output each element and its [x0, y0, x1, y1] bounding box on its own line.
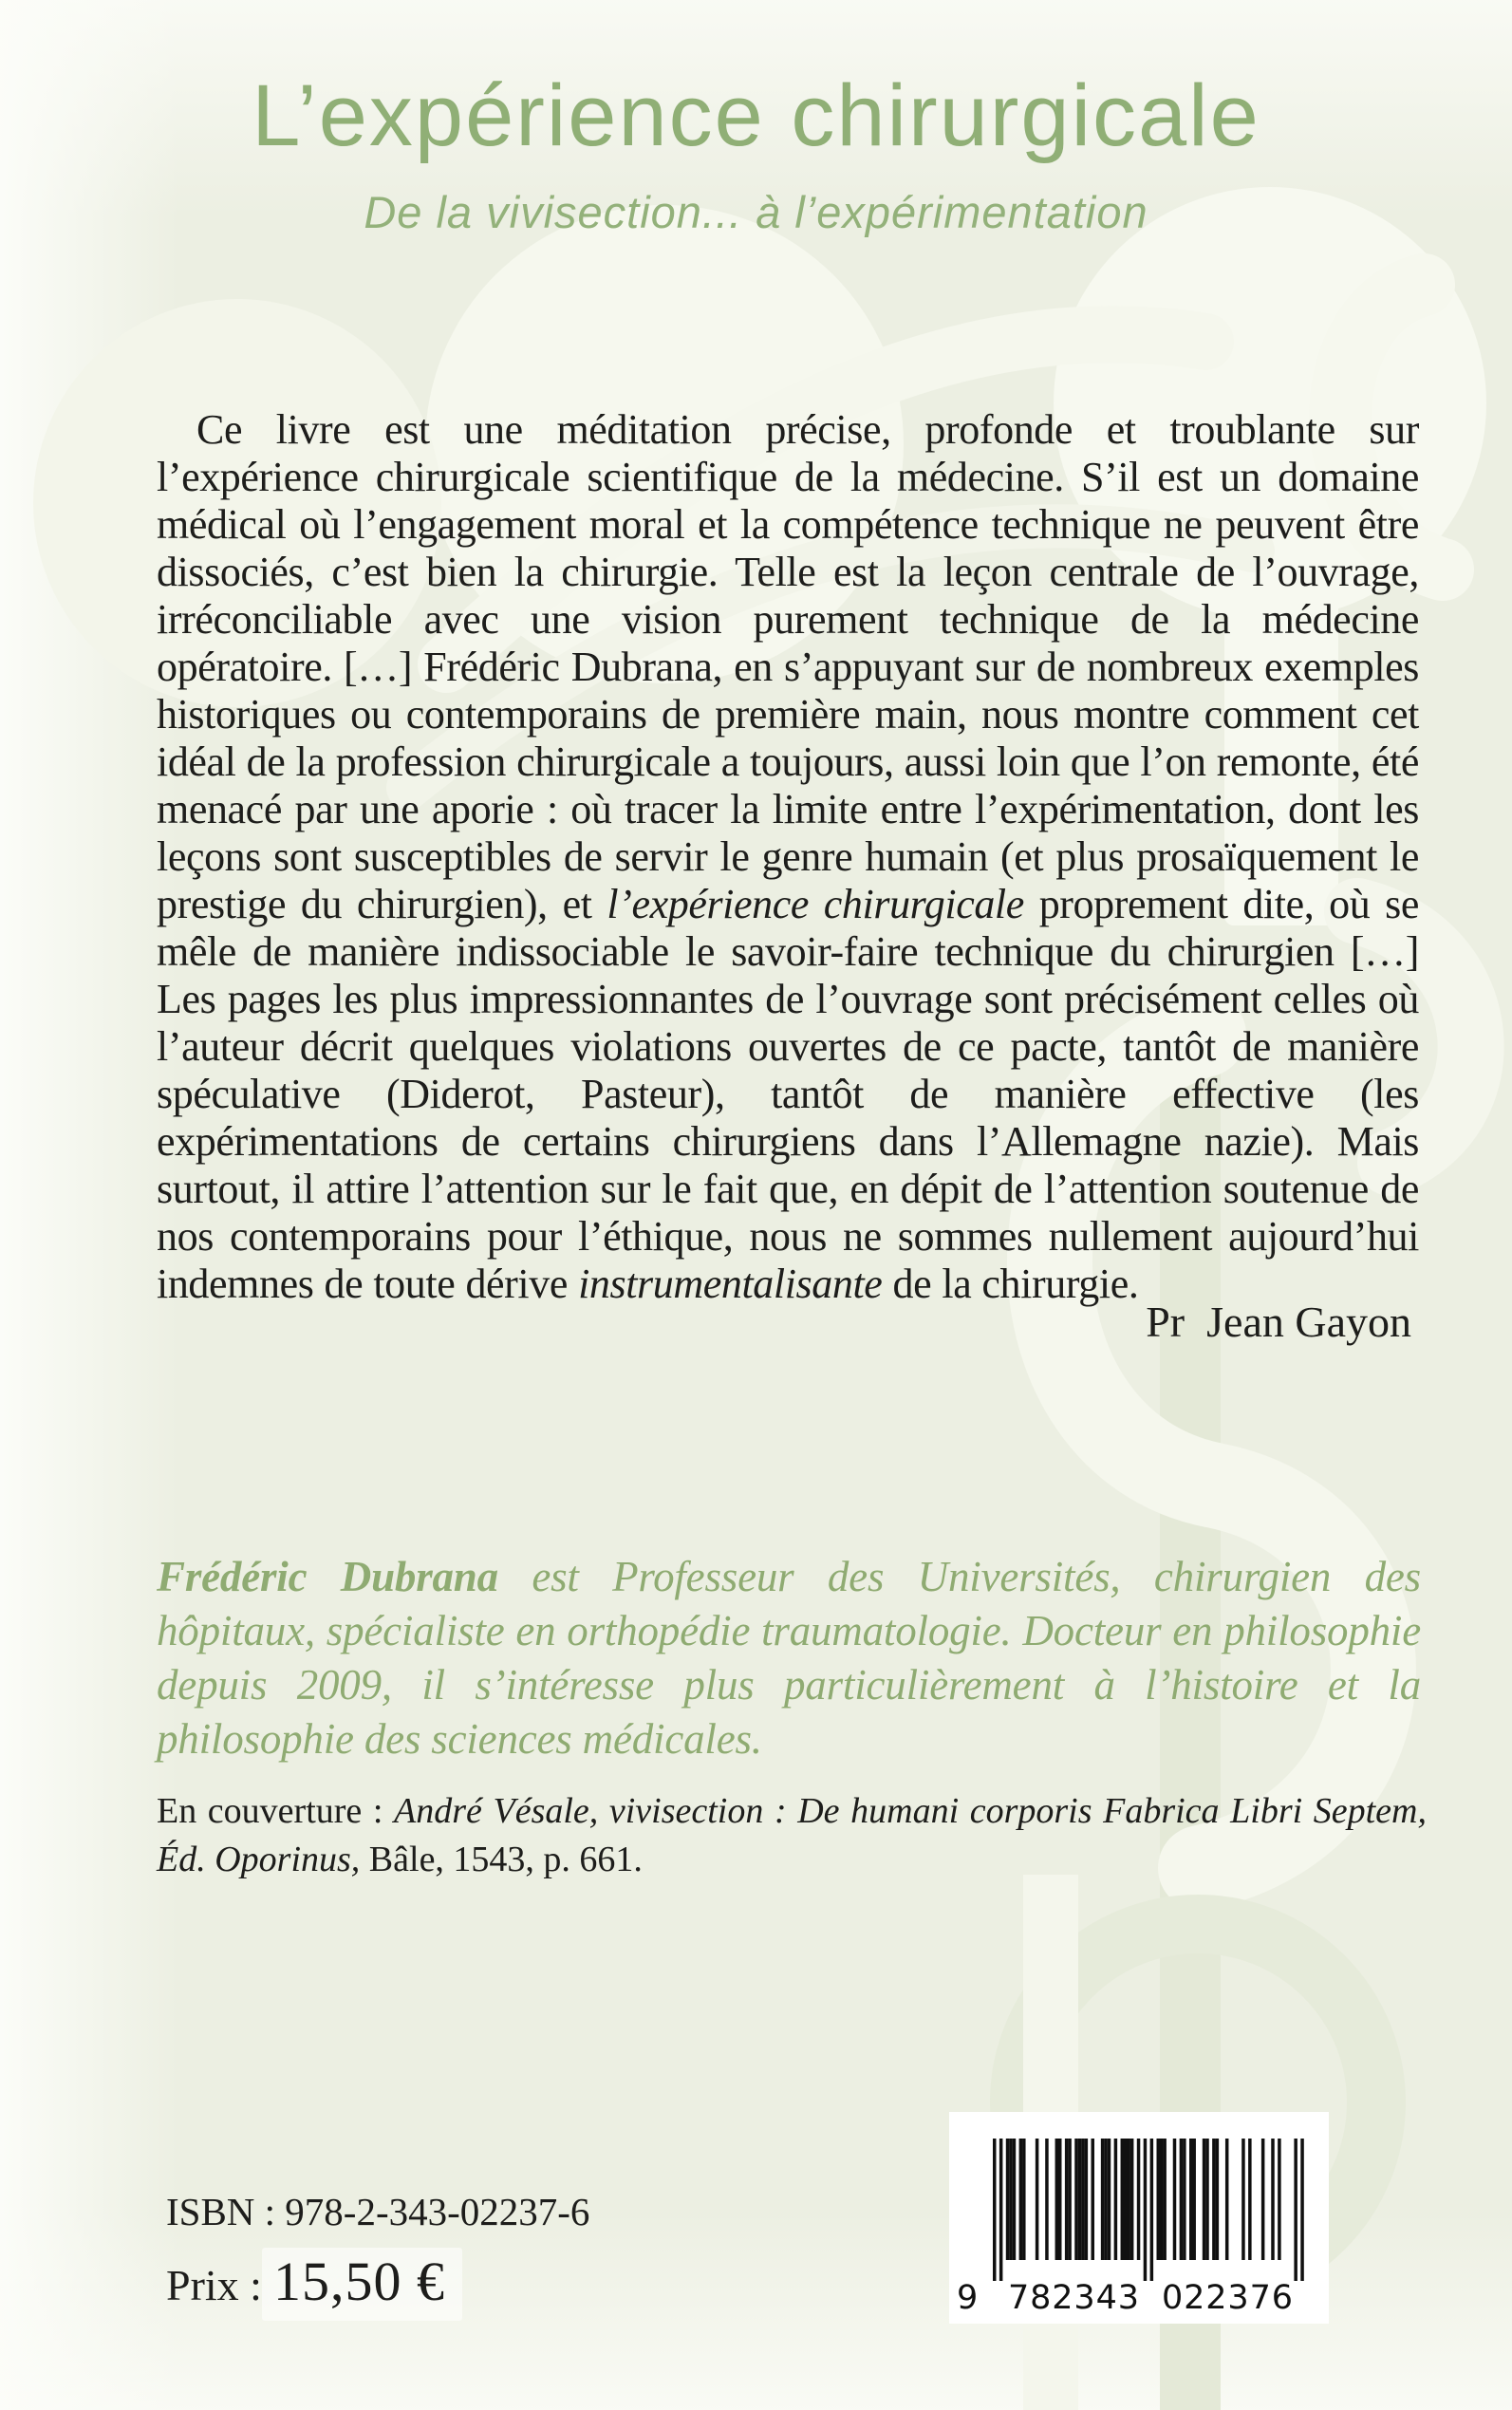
isbn-line: ISBN : 978-2-343-02237-6: [166, 2190, 590, 2233]
credit-work-title: André Vésale, vivisection : De humani corporis Fabrica Libri Septem, Éd. Oporinus,: [157, 1791, 1427, 1879]
blurb-italic-title: l’expérience chirurgicale: [607, 881, 1024, 927]
blurb-text-3: de la chirurgie.: [882, 1261, 1139, 1307]
barcode-digits-left: 782343: [1008, 2279, 1139, 2317]
reviewer-signature: Pr Jean Gayon: [1146, 1298, 1411, 1346]
author-bio: [157, 1550, 1421, 1766]
barcode-digit-first: 9: [957, 2279, 979, 2317]
ean13-barcode: [949, 2112, 1329, 2324]
blurb-italic-word: instrumentalisante: [578, 1261, 883, 1307]
barcode-svg: [949, 2112, 1329, 2324]
price-line: [166, 2248, 462, 2321]
book-subtitle: De la vivisection... à l’expérimentation: [364, 187, 1148, 237]
blurb-text-2: proprement dite, où se mêle de manière indissociable le savoir-faire technique du chirurgien […] Les pages les plus impressionnantes de l’ouvrage sont précisément celles où l’auteur décrit quelques violations ouvertes de ce pacte, tantôt de manière spéculative (Diderot, Pasteur), tantôt de manière effective (les expérimentations de certains chirurgiens dans l’Allemagne nazie). Mais surtout, il attire l’attention sur le fait que, en dépit de l’attention soutenue de nos contemporains pour l’éthique, nous ne sommes nullement aujourd’hui indemnes de toute dérive: [157, 881, 1420, 1307]
review-blurb: [157, 406, 1419, 1308]
author-name: Frédéric Dubrana: [157, 1553, 498, 1600]
cover-art-credit: [157, 1787, 1427, 1884]
credit-rest: Bâle, 1543, p. 661.: [360, 1840, 643, 1879]
price-value: 15,50 €: [262, 2248, 462, 2321]
blurb-text-1: Ce livre est une méditation précise, profonde et troublante sur l’expérience chirurgicale scientifique de la médecine. S’il est un domaine médical où l’engagement moral et la compétence technique ne peuvent être dissociés, c’est bien la chirurgie. Telle est la leçon centrale de l’ouvrage, irréconciliable avec une vision purement technique de la médecine opératoire. […] Frédéric Dubrana, en s’appuyant sur de nombreux exemples historiques ou contemporains de première main, nous montre comment cet idéal de la profession chirurgicale a toujours, aussi loin que l’on remonte, été menacé par une aporie : où tracer la limite entre l’expérimentation, dont les leçons sont susceptibles de servir le genre humain (et plus prosaïquement le prestige du chirurgien), et: [157, 406, 1419, 927]
price-label: Prix :: [166, 2261, 262, 2309]
credit-label: En couverture :: [157, 1791, 395, 1831]
book-title: L’expérience chirurgicale: [252, 67, 1260, 164]
author-bio-text: est Professeur des Universités, chirurgien des hôpitaux, spécialiste en orthopédie traumatologie. Docteur en philosophie depuis 2009, il s’intéresse plus particulièrement à l’histoire et la philosophie des sciences médicales.: [157, 1553, 1421, 1763]
barcode-bars: [993, 2139, 1304, 2281]
barcode-digits-right: 022376: [1162, 2279, 1293, 2317]
